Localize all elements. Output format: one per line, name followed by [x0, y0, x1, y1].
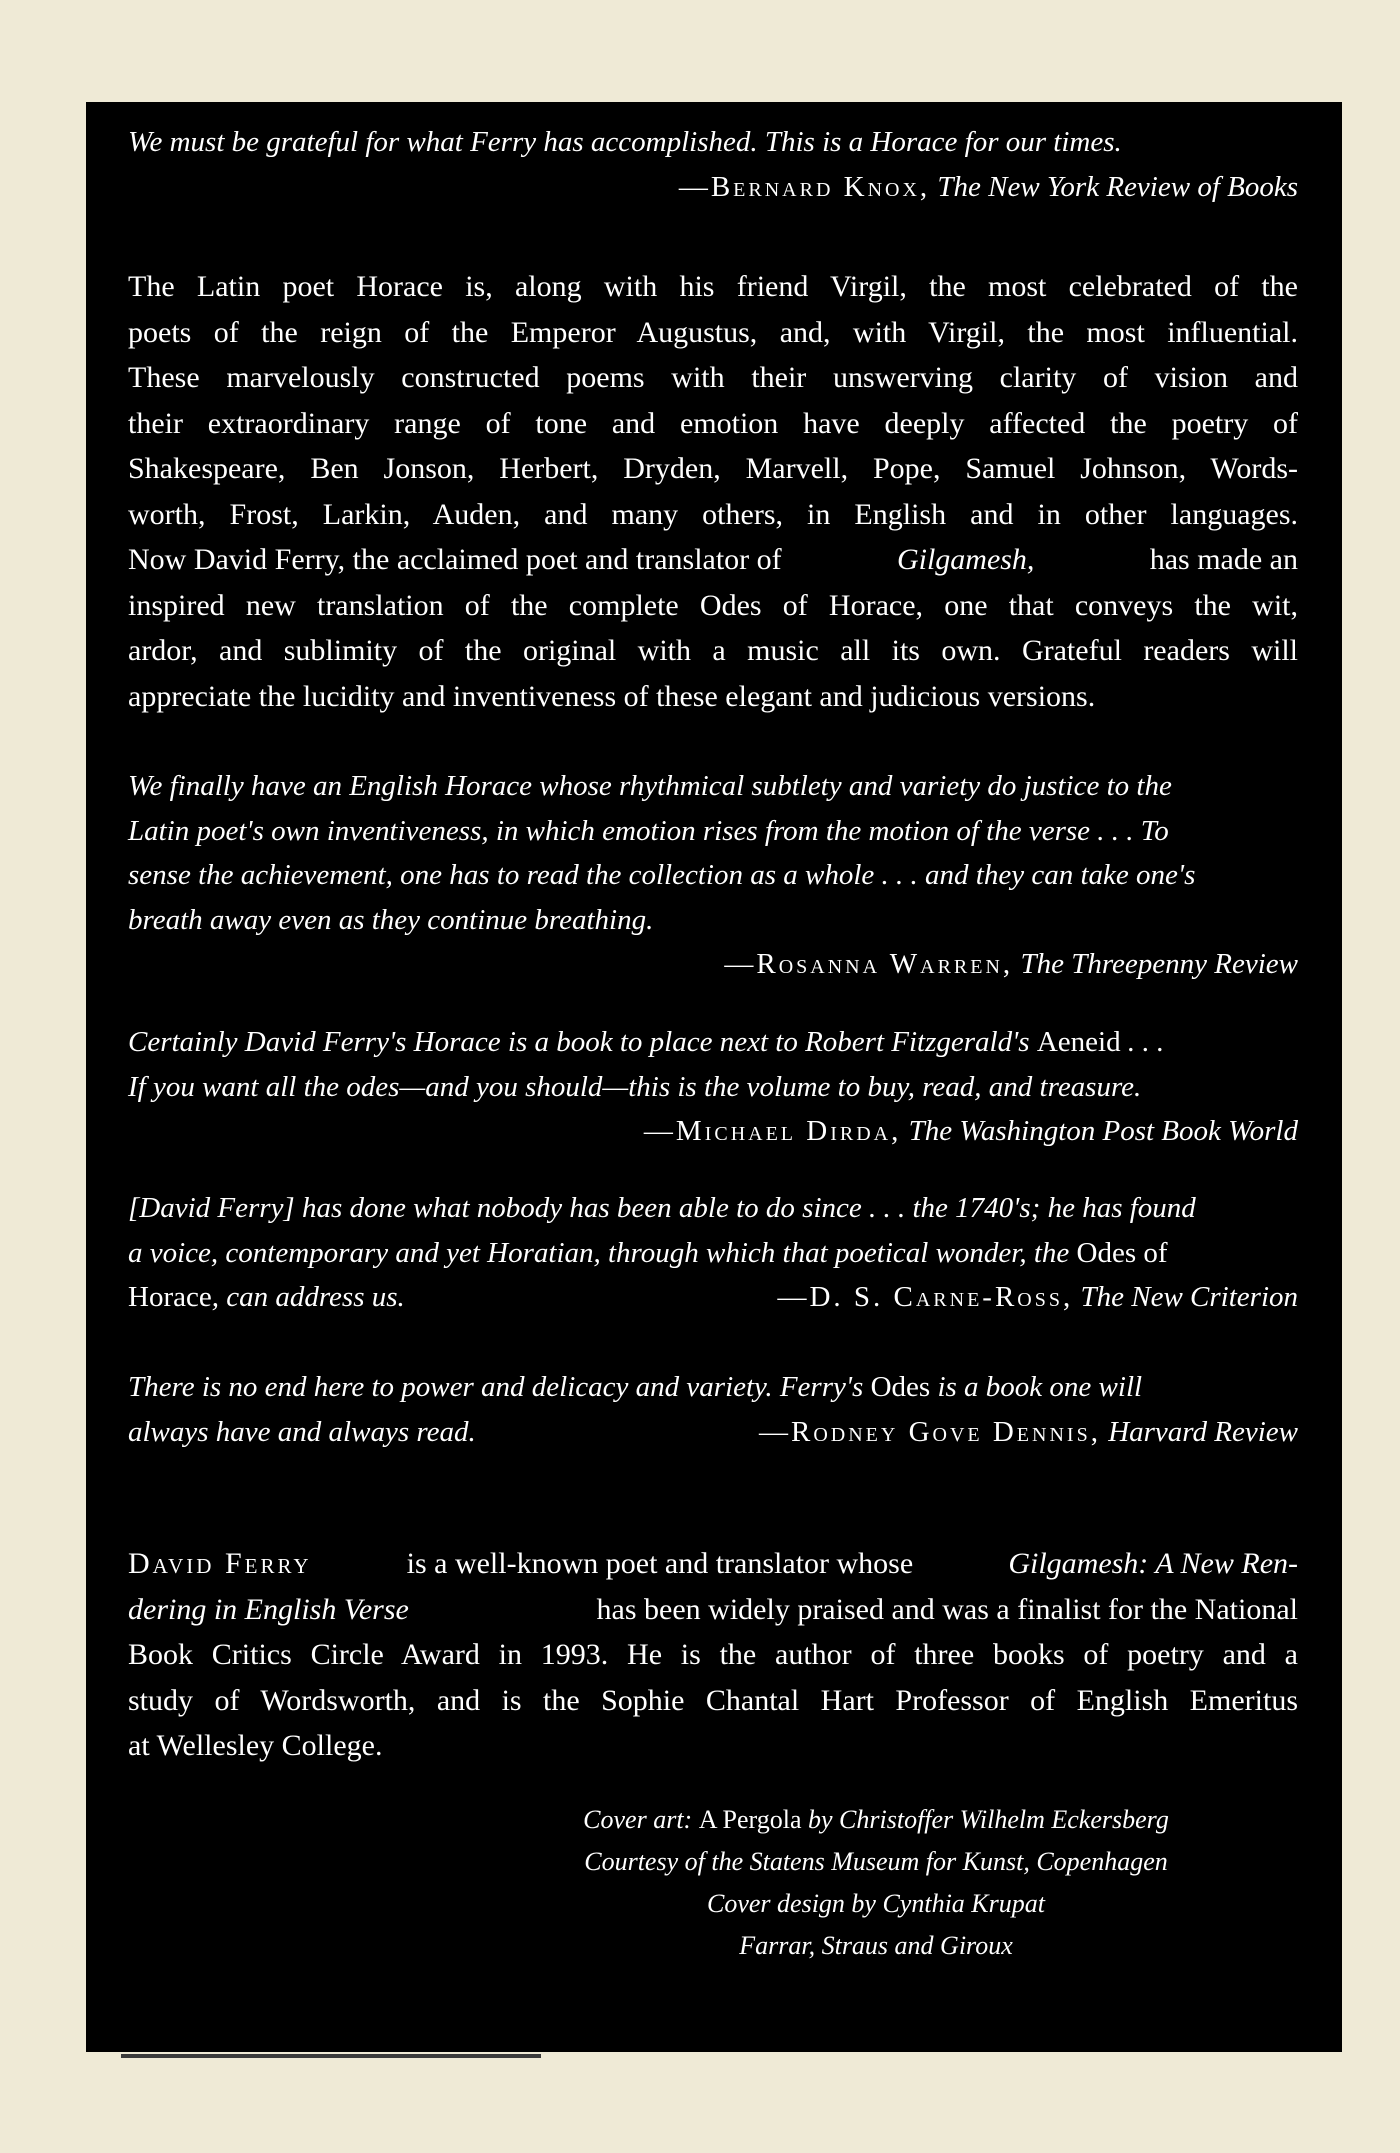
- quote-line: We finally have an English Horace whose rhythmical subtlety and variety do justice to the: [128, 770, 1172, 802]
- quote-line: There is no end here to power and delicacy and variety. Ferry's Odes is a book one will: [128, 1371, 1143, 1403]
- bottom-rule: [121, 2054, 541, 2058]
- description-line: inspired new translation of the complete Odes of Horace, one that conveys the wit,: [128, 588, 1298, 622]
- bio-line: at Wellesley College.: [128, 1729, 383, 1762]
- quote-line: breath away even as they continue breathing.: [128, 903, 654, 936]
- author-bio: [128, 1541, 1298, 1769]
- cover-art-credit: Cover art: A Pergola by Christoffer Wilhelm Eckersberg: [583, 1805, 1169, 1834]
- description-line: Now David Ferry, the acclaimed poet and translator of Gilgamesh, has made an: [128, 537, 1298, 583]
- bio-line: study of Wordsworth, and is the Sophie Chantal Hart Professor of English Emeritus: [128, 1683, 1298, 1717]
- bio-line: Book Critics Circle Award in 1993. He is the author of three books of poetry and a: [128, 1638, 1298, 1671]
- publisher-credit: Farrar, Straus and Giroux: [739, 1931, 1013, 1960]
- gilgamesh-title: Gilgamesh,: [896, 543, 1035, 576]
- description-line: appreciate the lucidity and inventiveness of these elegant and judicious versions.: [128, 679, 1096, 713]
- back-cover-panel: [86, 102, 1342, 2052]
- description-line: worth, Frost, Larkin, Auden, and many others, in English and in other languages.: [128, 497, 1298, 531]
- description-line: ardor, and sublimity of the original with a music all its own. Grateful readers will: [128, 634, 1298, 667]
- quote-line: If you want all the odes—and you should—this is the volume to buy, read, and treasure.: [128, 1070, 1142, 1103]
- knox-quote-text: We must be grateful for what Ferry has accomplished. This is a Horace for our times.: [128, 126, 1122, 158]
- knox-quote: [128, 120, 1298, 209]
- dirda-quote: [128, 1020, 1298, 1153]
- design-credit: Cover design by Cynthia Krupat: [707, 1889, 1045, 1918]
- dennis-quote: [128, 1365, 1298, 1454]
- description-line: poets of the reign of the Emperor Augustus, and, with Virgil, the most influential.: [128, 315, 1298, 349]
- cover-credits: [526, 1799, 1226, 1967]
- dennis-attribution: —Rodney Gove Dennis, Harvard Review: [758, 1415, 1298, 1448]
- quote-line: always have and always read. —Rodney Gove Dennis, Harvard Review: [128, 1410, 1298, 1455]
- quote-line: Latin poet's own inventiveness, in which emotion rises from the motion of the verse . . . To: [128, 814, 1169, 847]
- quote-line: sense the achievement, one has to read the collection as a whole . . . and they can take one's: [128, 859, 1196, 891]
- description-line: The Latin poet Horace is, along with his friend Virgil, the most celebrated of the: [128, 270, 1298, 303]
- quote-line: [David Ferry] has done what nobody has been able to do since . . . the 1740's; he has found: [128, 1192, 1196, 1224]
- quote-line: Certainly David Ferry's Horace is a book to place next to Robert Fitzgerald's Aeneid . . .: [128, 1026, 1165, 1058]
- warren-attribution: —Rosanna Warren, The Threepenny Review: [724, 948, 1298, 980]
- carne-ross-attribution: —D. S. Carne-Ross, The New Criterion: [777, 1281, 1298, 1313]
- bio-line: David Ferry is a well-known poet and translator whose Gilgamesh: A New Ren-: [128, 1541, 1298, 1587]
- knox-attr-source: The New York Review of Books: [937, 170, 1298, 203]
- description-line: Shakespeare, Ben Jonson, Herbert, Dryden, Marvell, Pope, Samuel Johnson, Words-: [128, 452, 1298, 485]
- bio-line: dering in English Verse has been widely praised and was a finalist for the National: [128, 1592, 1298, 1626]
- warren-quote: [128, 764, 1298, 986]
- knox-attribution: [128, 165, 1298, 209]
- description-line: their extraordinary range of tone and emotion have deeply affected the poetry of: [128, 406, 1298, 440]
- author-name: David Ferry: [128, 1547, 312, 1580]
- courtesy-credit: Courtesy of the Statens Museum for Kunst, Copenhagen: [584, 1847, 1168, 1876]
- book-description: [128, 264, 1298, 719]
- carne-ross-quote: [128, 1186, 1298, 1320]
- dirda-attribution: —Michael Dirda, The Washington Post Book World: [643, 1115, 1298, 1147]
- knox-attr-name: —Bernard Knox,: [678, 170, 931, 203]
- description-line: These marvelously constructed poems with their unswerving clarity of vision and: [128, 361, 1298, 394]
- quote-line: a voice, contemporary and yet Horatian, through which that poetical wonder, the Odes of: [128, 1236, 1168, 1269]
- quote-line: Horace, can address us. —D. S. Carne-Ross, The New Criterion: [128, 1275, 1298, 1320]
